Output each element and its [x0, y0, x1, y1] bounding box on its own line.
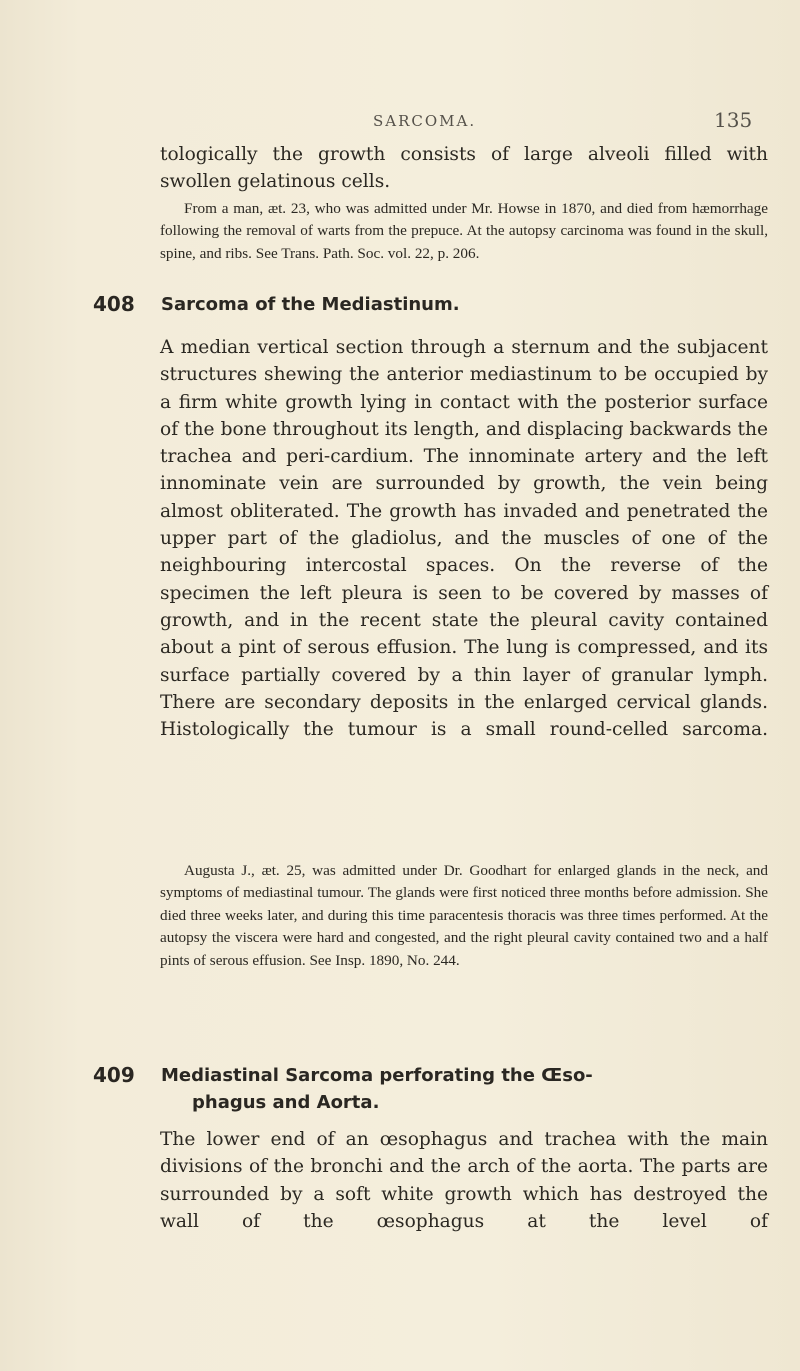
- entry-title-408: [161, 291, 761, 318]
- entry-number-409: 409: [93, 1063, 135, 1087]
- description-paragraph: A median vertical section through a sternum and the subjacent structures shewing the anterior mediastinum to be occupied by a firm white growth lying in contact with the posterior surface of the bone throughout its length, and displacing backwards the trachea and peri-cardium. The innominate artery and the left innominate vein are surrounded by growth, the vein being almost obliterated. The growth has invaded and penetrated the upper part of the gladiolus, and the muscles of one of the neighbouring intercostal spaces. On the reverse of the specimen the left pleura is seen to be covered by masses of growth, and in the recent state the pleural cavity contained about a pint of serous effusion. The lung is compressed, and its surface partially covered by a thin layer of granular lymph. There are secondary deposits in the enlarged cervical glands. Histologically the tumour is a small round-celled sarcoma.: [160, 337, 768, 741]
- page-number: 135: [714, 108, 753, 132]
- entry-title-409: [161, 1062, 761, 1116]
- entry-title-line: Mediastinal Sarcoma perforating the Œso-: [161, 1065, 593, 1086]
- case-note-paragraph: Augusta J., æt. 25, was admitted under Dr. Goodhart for enlarged glands in the neck, and symptoms of mediastinal tumour. The glands were first noticed three months before admission. She died three weeks later, and during this time paracentesis thoracis was three times performed. At the autopsy the viscera were hard and congested, and the right pleural cavity contained two and a half pints of serous effusion. See Insp. 1890, No. 244.: [160, 862, 768, 969]
- continuation-block: [160, 141, 768, 196]
- description-paragraph: The lower end of an œsophagus and trachea with the main divisions of the bronchi and the arch of the aorta. The parts are surrounded by a soft white growth which has destroyed the wall of the œsophagus at the level of: [160, 1129, 768, 1232]
- running-title: SARCOMA.: [373, 112, 477, 130]
- case-note-paragraph: From a man, æt. 23, who was admitted under Mr. Howse in 1870, and died from hæmorrhage following the removal of warts from the prepuce. At the autopsy carcinoma was found in the skull, spine, and ribs. See Trans. Path. Soc. vol. 22, p. 206.: [160, 200, 768, 262]
- continuation-case-note: [160, 198, 768, 265]
- entry-title-line-continued: phagus and Aorta.: [192, 1092, 380, 1113]
- entry-title-line: Sarcoma of the Mediastinum.: [161, 294, 460, 315]
- entry-number-408: 408: [93, 292, 135, 316]
- entry-description-408: [160, 334, 768, 743]
- entry-description-409: [160, 1126, 768, 1235]
- entry-case-note-408: [160, 860, 768, 972]
- continuation-paragraph: tologically the growth consists of large alveoli filled with swollen gelatinous cells.: [160, 144, 768, 193]
